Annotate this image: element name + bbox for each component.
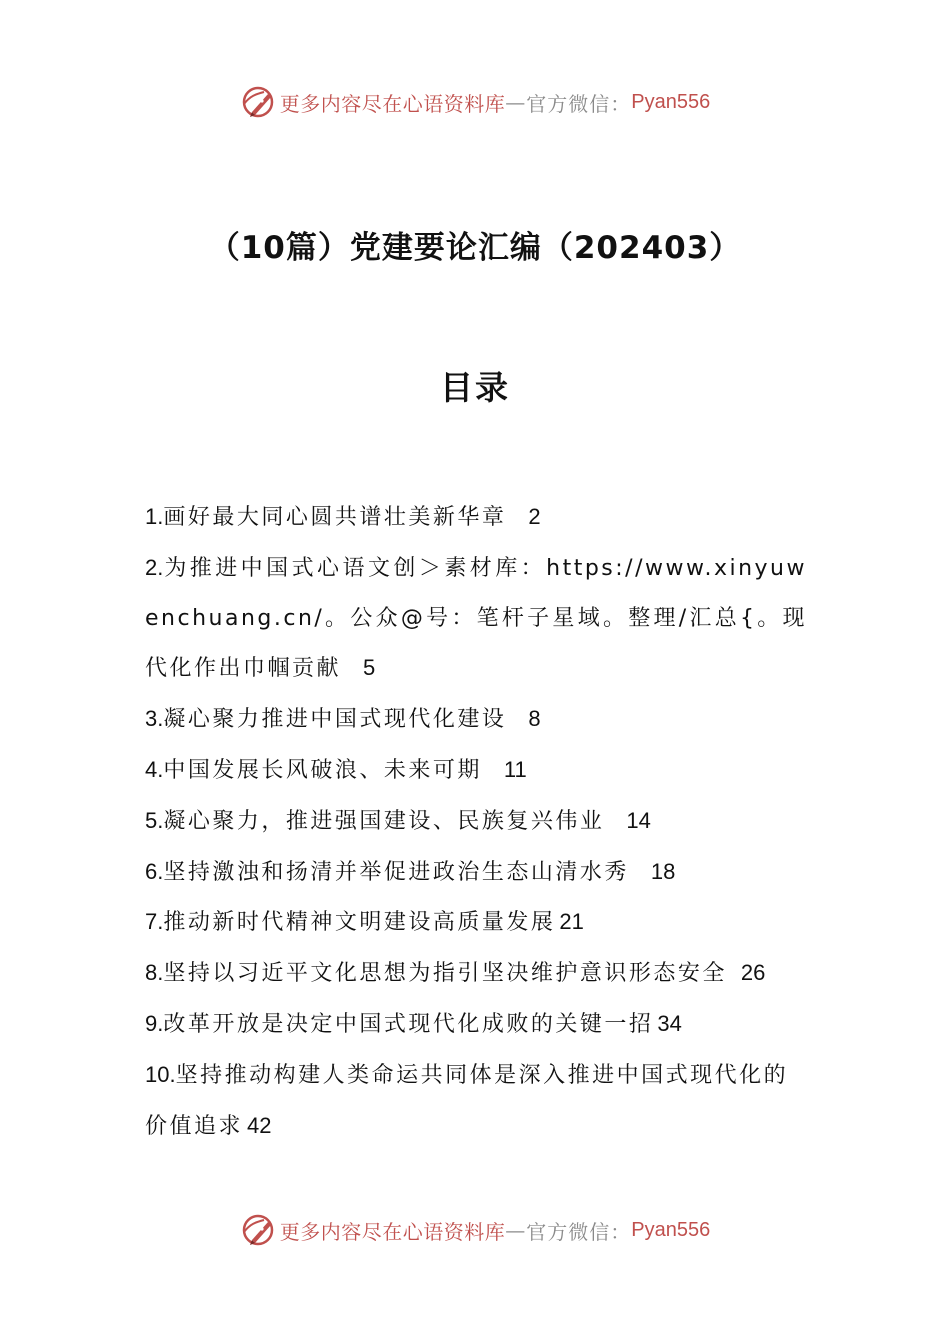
banner-text: 更多内容尽在心语资料库	[279, 91, 506, 116]
toc-item-title: 为推进中国式心语文创＞素材库：https://www.xinyuwenchuang.cn/。公众@号：笔杆子星域。整理/汇总{。现代化作出巾帼贡献	[145, 555, 807, 682]
toc-item-title: 坚持激浊和扬清并举促进政治生态山清水秀	[163, 859, 629, 885]
toc-item-page: 2	[528, 504, 541, 529]
toc-item-page: 21	[559, 909, 584, 935]
footer-watermark	[0, 1210, 950, 1250]
toc-item-page: 8	[528, 706, 541, 732]
toc-item[interactable]	[145, 999, 807, 1050]
toc-item[interactable]	[145, 847, 807, 898]
document-title: （10篇）党建要论汇编（202403）	[208, 230, 742, 266]
toc-item[interactable]	[145, 745, 807, 796]
toc-item-title: 推动新时代精神文明建设高质量发展	[163, 910, 556, 936]
toc-item[interactable]	[145, 694, 807, 745]
toc-item-page: 5	[363, 655, 376, 681]
toc-item-title: 坚持推动构建人类命运共同体是深入推进中国式现代化的价值追求	[145, 1062, 789, 1139]
toc-item-title: 改革开放是决定中国式现代化成败的关键一招	[163, 1011, 654, 1037]
toc-item[interactable]	[145, 492, 807, 543]
header-watermark	[0, 82, 950, 122]
toc-item[interactable]	[145, 543, 807, 694]
banner-wechat-id: Pyan556	[631, 90, 711, 113]
banner-text: 更多内容尽在心语资料库	[279, 1219, 506, 1244]
toc-item[interactable]	[145, 796, 807, 847]
banner-wechat-label: 官方微信：	[526, 91, 632, 116]
toc-item-title: 凝心聚力推进中国式现代化建设	[163, 707, 507, 733]
toc-item[interactable]	[145, 1050, 807, 1152]
banner-wechat-label: 官方微信：	[526, 1219, 632, 1244]
toc-item-number: 7.	[145, 909, 164, 935]
toc-item-number: 1.	[145, 504, 164, 529]
toc-item-page: 11	[503, 756, 527, 782]
toc-item-number: 3.	[145, 706, 164, 732]
toc-heading: 目录	[440, 368, 510, 407]
toc-item-page: 14	[626, 807, 651, 833]
toc-item-title: 中国发展长风破浪、未来可期	[163, 757, 482, 783]
toc-item-page: 42	[247, 1112, 272, 1138]
toc-item-number: 4.	[145, 756, 164, 782]
banner-wechat-id: Pyan556	[631, 1218, 711, 1241]
toc-item-page: 26	[740, 960, 766, 986]
toc-item-number: 9.	[145, 1010, 164, 1036]
pen-in-circle-icon	[240, 84, 276, 120]
toc-item[interactable]	[145, 948, 807, 999]
toc-item-page: 18	[650, 858, 676, 884]
toc-item-title: 画好最大同心圆共谱壮美新华章	[163, 505, 507, 530]
toc-item-number: 6.	[145, 858, 164, 884]
banner-dash: —	[505, 90, 527, 114]
banner-dash: —	[505, 1218, 527, 1242]
toc-item-number: 8.	[145, 960, 164, 986]
pen-in-circle-icon	[240, 1212, 276, 1248]
toc-item[interactable]	[145, 897, 807, 948]
toc-item-number: 5.	[145, 807, 164, 833]
toc-item-number: 10.	[145, 1061, 176, 1087]
toc-item-title: 坚持以习近平文化思想为指引坚决维护意识形态安全	[163, 961, 727, 987]
table-of-contents	[145, 492, 807, 1151]
toc-item-number: 2.	[145, 554, 164, 580]
toc-item-page: 34	[657, 1010, 682, 1036]
toc-item-title: 凝心聚力，推进强国建设、民族复兴伟业	[163, 808, 605, 834]
